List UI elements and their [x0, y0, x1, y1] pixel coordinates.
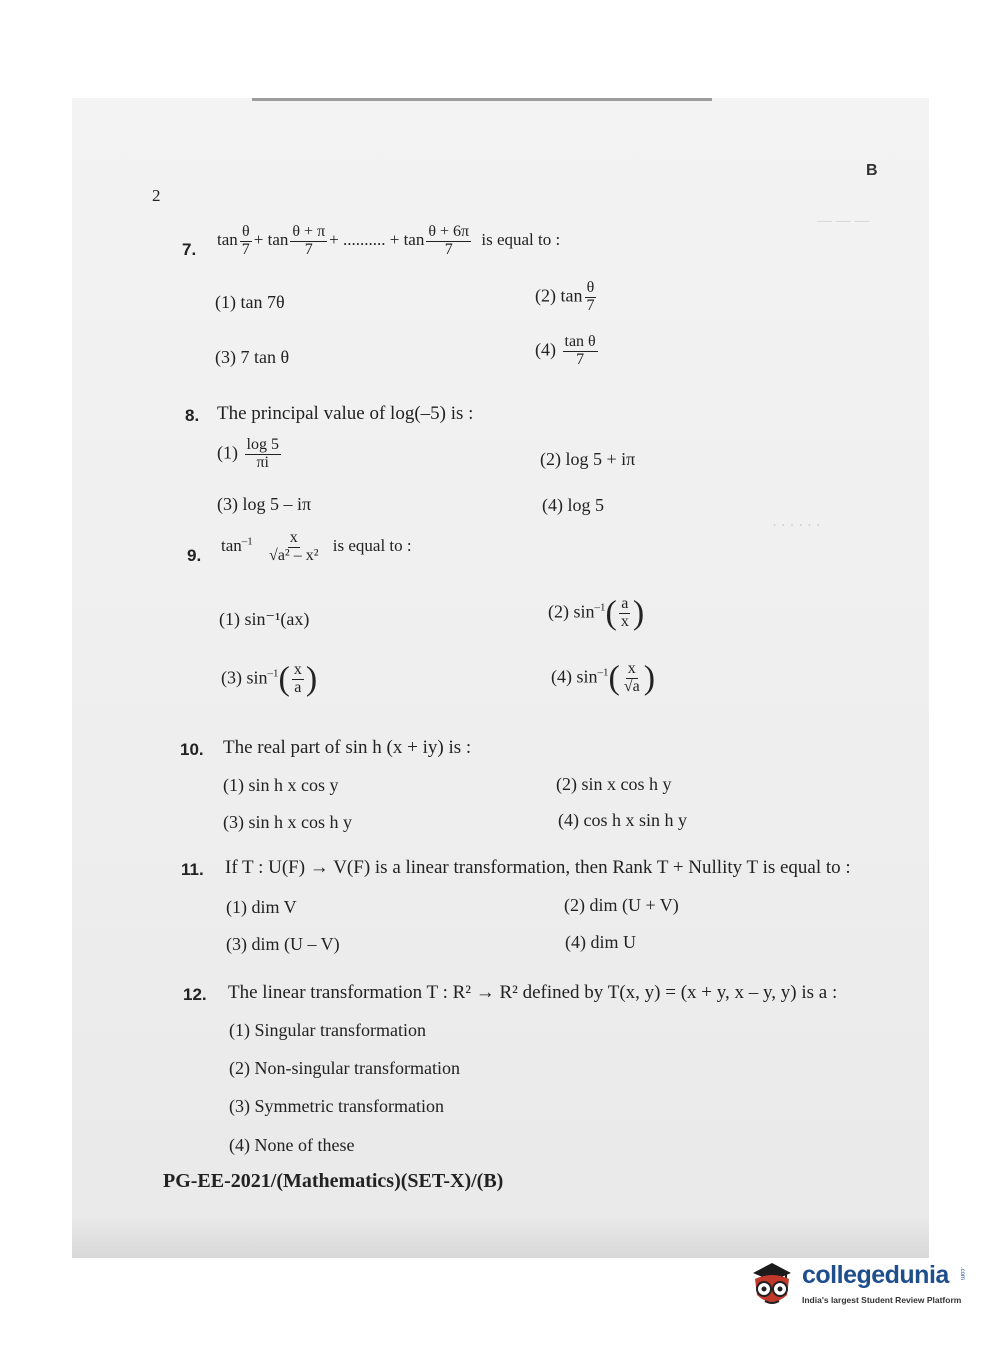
option-3: (3) $\sin^{-1}$( $\frac{x}{a}$ ) [221, 660, 318, 698]
option-1: (1) tan 7θ [215, 292, 285, 312]
page-top-edge [252, 98, 712, 101]
brand-tagline: India's largest Student Review Platform [802, 1295, 962, 1305]
brand-suffix: .com [959, 1267, 965, 1281]
question-8-text: The principal value of log(–5) is : [217, 403, 474, 424]
option-3: (3) dim (U – V) [226, 934, 340, 954]
option-1: (1) Singular transformation [229, 1020, 426, 1040]
option-2: (2) Non-singular transformation [229, 1058, 460, 1078]
question-number: 12. [183, 985, 207, 1004]
question-9-expression: $\tan^{-1}$ $\frac{x}{\text{√a² – x²}}$ is equal to : [221, 529, 412, 564]
question-12-text: The linear transformation T : R² → R² defined by T(x, y) = (x + y, x – y, y) is a : [228, 982, 838, 1003]
question-11-text: If T : U(F) → V(F) is a linear transformation, then Rank T + Nullity T is equal to : [225, 857, 851, 878]
mascot-icon [745, 1255, 799, 1313]
option-4: (4) None of these [229, 1135, 355, 1155]
set-marker: B [866, 162, 878, 179]
option-3: (3) Symmetric transformation [229, 1096, 444, 1116]
option-2: (2) log 5 + iπ [540, 449, 636, 469]
page-number: 2 [152, 186, 161, 205]
tan-func: tan [217, 230, 238, 250]
bleed-through-text: — — — [817, 213, 870, 229]
option-1: (1) sin⁻¹(ax) [219, 609, 310, 629]
option-4: (4) log 5 [542, 495, 604, 515]
option-4: (4) $\sin^{-1}$( $\frac{x}{√a}$ ) [551, 659, 656, 697]
fraction: $\frac{\theta + 6\pi}{7}$ [428, 223, 470, 258]
option-1: (1) sin h x cos y [223, 775, 339, 795]
option-4: (4) $\frac{\text{tan θ}}{7}$ [535, 333, 596, 368]
exam-footer-code: PG-EE-2021/(Mathematics)(SET-X)/(B) [163, 1170, 504, 1192]
question-number: 7. [182, 240, 197, 259]
bleed-through-text: · · · · · · [772, 518, 821, 534]
option-1: (1) $\frac{\log 5}{\pi i}$ [217, 436, 279, 471]
exam-page [72, 98, 929, 1258]
brand-name: collegedunia [802, 1261, 949, 1289]
option-2: (2) sin x cos h y [556, 774, 672, 794]
option-4: (4) cos h x sin h y [558, 810, 687, 830]
option-3: (3) 7 tan θ [215, 347, 290, 367]
question-tail: is equal to : [481, 230, 561, 250]
fraction: $\frac{\theta + \pi}{7}$ [292, 223, 326, 258]
page-shadow-band [72, 1216, 929, 1258]
question-number: 8. [185, 406, 200, 425]
question-number: 11. [181, 860, 204, 879]
option-1: (1) dim V [226, 897, 297, 917]
option-3: (3) log 5 – iπ [217, 494, 312, 514]
collegedunia-logo [745, 1255, 970, 1315]
question-number: 10. [180, 740, 204, 759]
question-10-text: The real part of sin h (x + iy) is : [223, 737, 472, 758]
option-2: (2) tan $\frac{\theta}{7}$ [535, 279, 595, 314]
option-4: (4) dim U [565, 932, 636, 952]
fraction: $\frac{\theta}{7}$ [241, 223, 250, 258]
option-2: (2) dim (U + V) [564, 895, 679, 915]
option-2: (2) $\sin^{-1}$( $\frac{a}{x}$ ) [548, 594, 645, 632]
question-7-expression: tan $\frac{\theta}{7}$ + tan $\frac{\theta + \pi}{7}$ + .......... + tan $\frac{\theta + 6\pi}{7}$ is equal to : [217, 223, 561, 258]
question-number: 9. [187, 546, 202, 565]
option-3: (3) sin h x cos h y [223, 812, 352, 832]
